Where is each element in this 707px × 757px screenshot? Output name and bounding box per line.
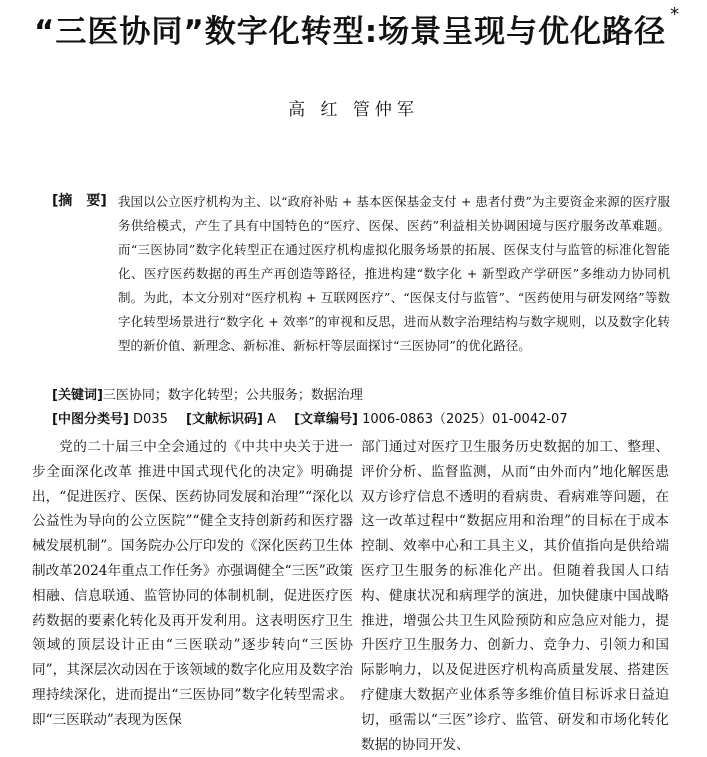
keywords-text: 三医协同；数字化转型；公共服务；数据治理 [102, 388, 363, 403]
article-id-label: [文章编号] [294, 412, 358, 427]
doc-code-label: [文献标识码] [186, 412, 263, 427]
abstract-text: 我国以公立医疗机构为主、以“政府补贴 + 基本医保基金支付 + 患者付费”为主要资金来源的医疗服务供给模式，产生了具有中国特色的“医疗、医保、医药”利益相关协调困境与医疗服务改革难题。而“三医协同”数字化转型正在通过医疗机构虚拟化服务场景的拓展、医保支付与监管的标准化智能化、医疗医药数据的再生产再创造等路径，推进构建“数字化 + 新型政产学研医”多维动力协同机制。为此，本文分别对“医疗机构 + 互联网医疗”、“医保支付与监管”、“医药使用与研发网络”等数字化转型场景进行“数字化 + 效率”的审视和反思，进而从数字治理结构与数字规则，以及数字化转型的新价值、新理念、新标准、新标杆等层面探讨“三医协同”的优化路径。 [118, 194, 670, 353]
body-column-right: 部门通过对医疗卫生服务历史数据的加工、整理、评价分析、监督监测，从而“由外而内”地化解医患双方诊疗信息不透明的看病贵、看病难等问题，在这一改革过程中“数据应用和治理”的目标在于成本控制、效率中心和工具主义，其价值指向是供给端医疗卫生服务的标准化产出。但随着我国人口结构、健康状况和病理学的演进，加快健康中国战略推进，增强公共卫生风险预防和应急应对能力，提升医疗卫生服务力、创新力、竞争力、引领力和国际影响力，以及促进医疗机构高质量发展、搭建医疗健康大数据产业体系等多维价值目标诉求日益迫切，亟需以“三医”诊疗、监管、研发和市场化转化数据的协同开发、 [361, 439, 669, 753]
keywords-line [52, 384, 363, 403]
paper-title [34, 4, 681, 51]
authors: 高 红 管仲军 [288, 100, 419, 120]
clc-label: [中图分类号] [52, 412, 129, 427]
article-id-value: 1006-0863（2025）01-0042-07 [362, 412, 568, 427]
title-text: “三医协同”数字化转型:场景呈现与优化路径 [34, 14, 667, 50]
clc-value: D035 [133, 412, 168, 427]
keywords-label: [关键词] [52, 388, 103, 403]
title-footnote-marker: * [670, 4, 681, 25]
abstract-label: [摘 要] [52, 193, 107, 209]
classification-line [52, 408, 568, 427]
body-column-left: 党的二十届三中全会通过的《中共中央关于进一步全面深化改革 推进中国式现代化的决定》明确提出，“促进医疗、医保、医药协同发展和治理”“深化以公益性为导向的公立医院”“健全支持创新药和医疗器械发展机制”。国务院办公厅印发的《深化医药卫生体制改革2024年重点工作任务》亦强调健全“三医”政策相融、信息联通、监管协同的体制机制，促进医疗医药数据的要素化转化及再开发利用。这表明医疗卫生领域的顶层设计正由“三医联动”逐步转向“三医协同”，其深层次动因在于该领域的数字化应用及数字治理持续深化，进而提出“三医协同”数字化转型需求。即“三医联动”表现为医保 [32, 439, 353, 728]
doc-code-value: A [267, 412, 276, 427]
